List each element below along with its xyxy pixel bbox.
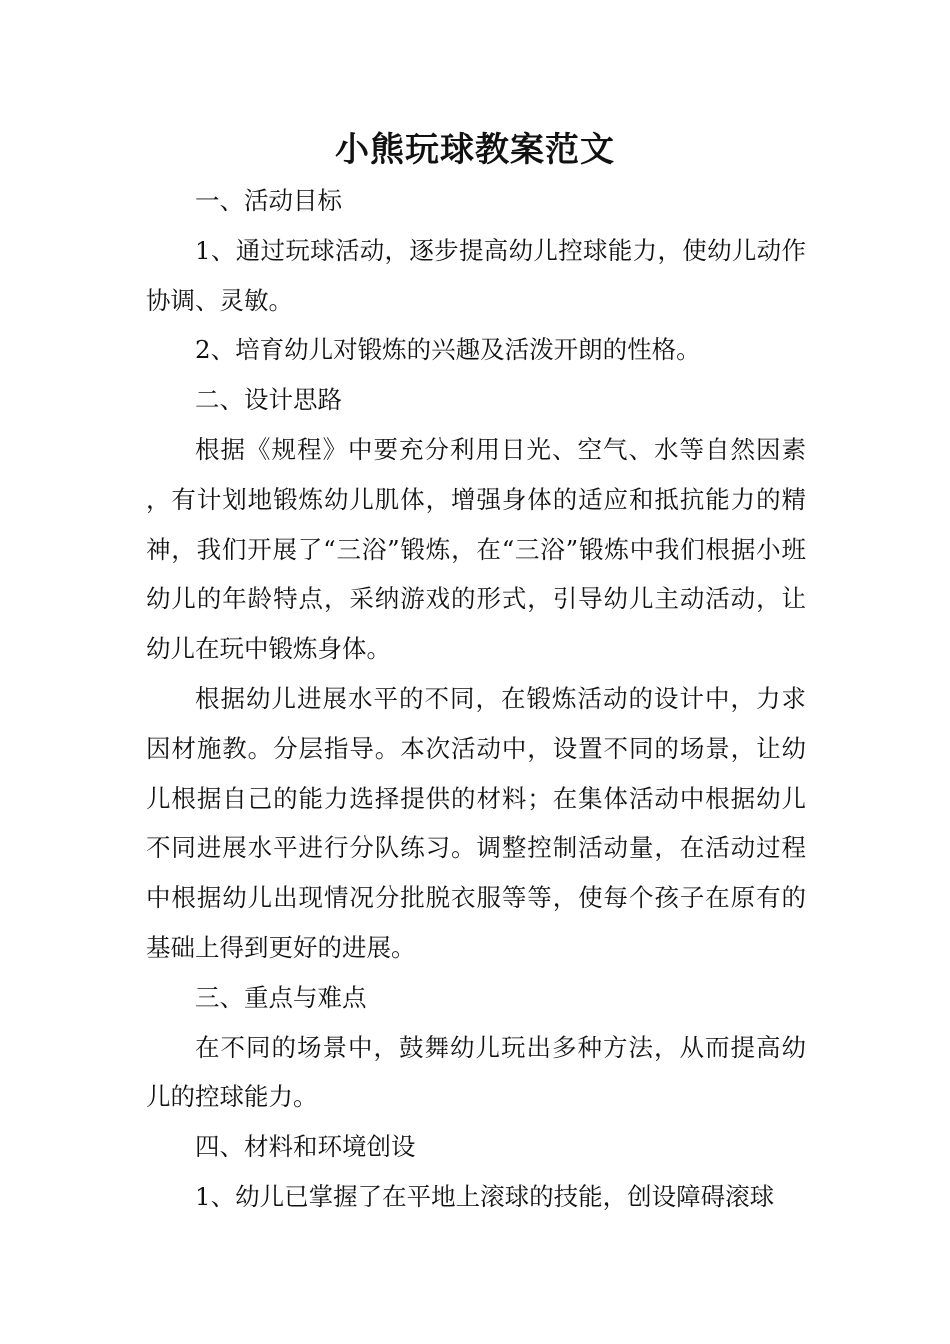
section-heading-materials: 四、材料和环境创设 xyxy=(195,1132,416,1162)
section-heading-goals: 一、活动目标 xyxy=(195,186,342,215)
document-title: 小熊玩球教案范文 xyxy=(335,130,615,170)
materials-item-1: 1、幼儿已掌握了在平地上滚球的技能，创设障碍滚球 xyxy=(195,1181,775,1211)
design-paragraph-1: 根据《规程》中要充分利用日光、空气、水等自然因素 ，有计划地锻炼幼儿肌体，增强身体的适应和抵抗能力的精神，我们开展了“三浴”锻炼，在“三浴”锻炼中我们根据小班幼儿的年龄特点，采纳游戏的形式，引导幼儿主动活动，让幼儿在玩中锻炼身体。 xyxy=(146,434,806,664)
section-heading-design: 二、设计思路 xyxy=(195,385,342,415)
section-heading-key-points: 三、重点与难点 xyxy=(195,982,367,1012)
design-paragraph-2: 根据幼儿进展水平的不同，在锻炼活动的设计中，力求因材施教。分层指导。本次活动中，设置不同的场景，让幼儿根据自己的能力选择提供的材料；在集体活动中根据幼儿不同进展水平进行分队练习。调整控制活动量，在活动过程中根据幼儿出现情况分批脱衣服等等，使每个孩子在原有的基础上得到更好的进展。 xyxy=(146,683,806,962)
document-body xyxy=(146,176,806,1222)
key-points-paragraph: 在不同的场景中，鼓舞幼儿玩出多种方法，从而提高幼儿的控球能力。 xyxy=(146,1032,806,1112)
goal-item-1: 1、通过玩球活动，逐步提高幼儿控球能力，使幼儿动作协调、灵敏。 xyxy=(146,235,806,315)
goal-item-2: 2、培育幼儿对锻炼的兴趣及活泼开朗的性格。 xyxy=(195,335,701,365)
